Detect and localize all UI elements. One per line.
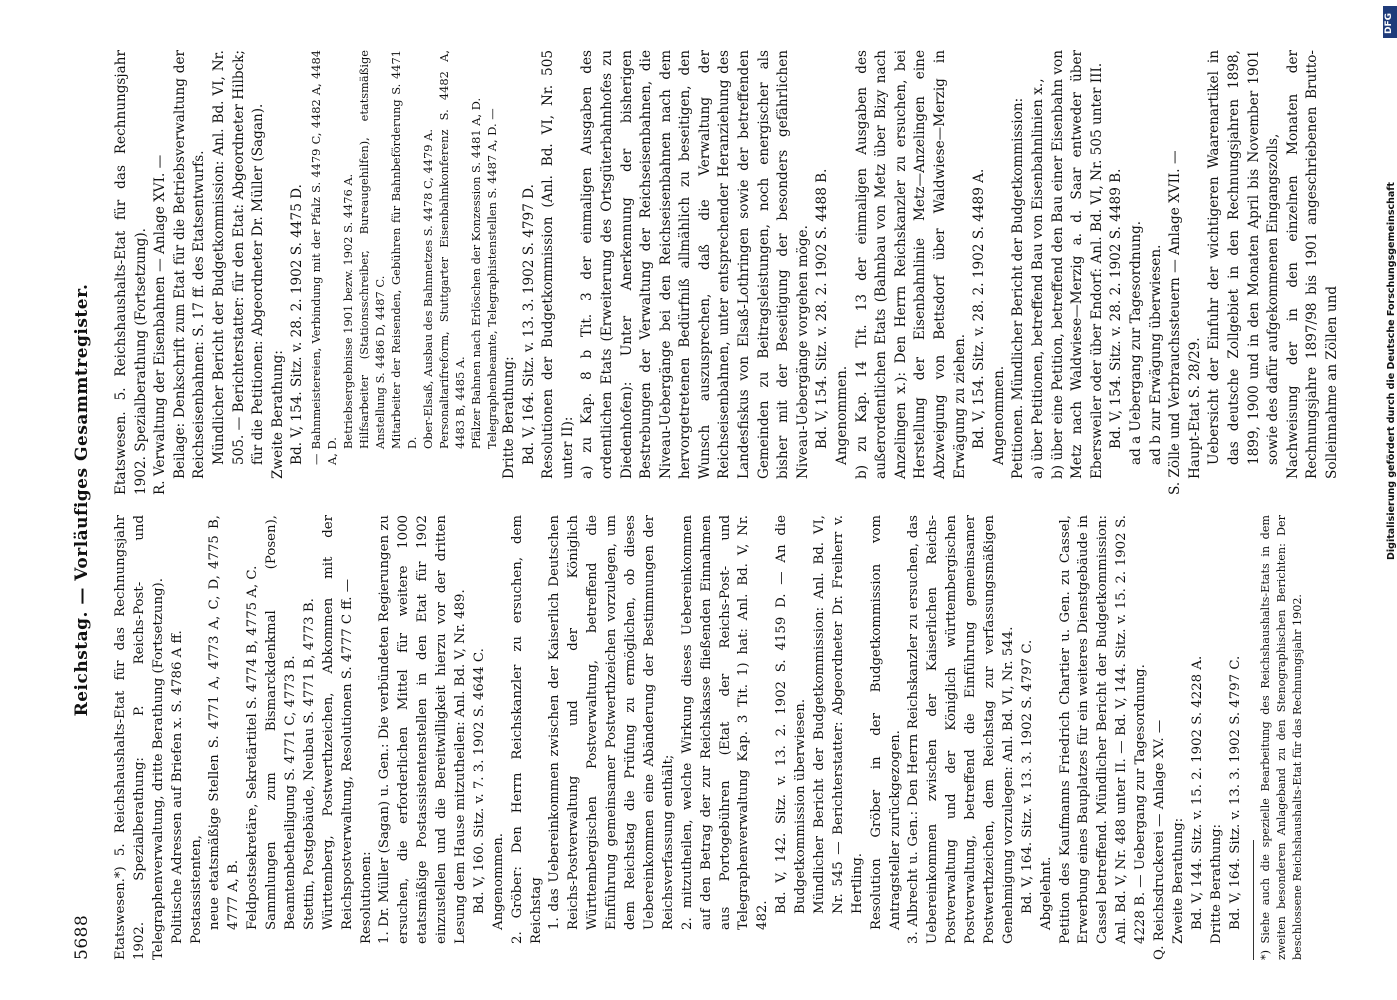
- register-entry: 1. Dr. Müller (Sagan) u. Gen.: Die verbündeten Regierungen zu ersuchen, die erforderlichen Mittel für weitere 1000 etatsmäßige Postassistentenstellen in den Etat für 1902 einzustellen und die Bereitwilligkeit hierzu vor der dritten Lesung dem Hause mitzutheilen: Anl. Bd. V, Nr. 489.: [377, 515, 469, 944]
- register-entry: Stettin, Postgebäude, Neubau S. 4771 B, 4773 B.: [301, 598, 317, 930]
- page-title: Reichstag. — Vorläufiges Gesammtregister.: [72, 283, 92, 717]
- register-entry: Politische Adressen auf Briefen x. S. 4786 A ff.: [169, 630, 185, 944]
- register-entry: Nachweisung der in den einzelnen Monaten der Rechnungsjahre 1897/98 bis 1901 angeschriebenen Brutto-Solleinnahme an Zöllen und: [1284, 50, 1340, 479]
- page-header: [72, 40, 102, 960]
- register-entry: ad b zur Erwägung überwiesen.: [1147, 244, 1164, 465]
- register-entry: Resolutionen der Budgetkommission (Anl. Bd. VI, Nr. 505 unter II):: [540, 50, 576, 479]
- register-entry: Bd. V, 164. Sitz. v. 13. 3. 1902 S. 4797 C.: [1227, 655, 1243, 930]
- register-entry: R. Verwaltung der Eisenbahnen — Anlage XVI. —: [152, 154, 169, 495]
- register-entry: Uebersicht der Einfuhr der wichtigeren Waarenartikel in das deutsche Zollgebiet in den Rechnungsjahren 1898, 1899, 1900 und in den Monaten April bis November 1901 sowie des dafür aufgekommenen Eingangszolls,: [1206, 50, 1282, 465]
- register-entry: Dritte Berathung:: [500, 356, 517, 479]
- register-entry: Mündlicher Bericht der Budgetkommission: Anl. Bd. VI, Nr. 505. — Berichterstatter: für den Etat: Abgeordneter Hilbck; für die Petitionen: Abgeordneter Dr. Müller (Sagan).: [210, 50, 267, 465]
- side-note: [1385, 40, 1397, 980]
- register-entry: 2. Gröber: Den Herrn Reichskanzler zu ersuchen, dem Reichstag: [509, 515, 544, 944]
- register-entry: Angenommen.: [990, 365, 1007, 465]
- register-entry: Q. Reichsdruckerei — Anlage XV. —: [1151, 719, 1167, 960]
- register-entry: Bd. V, 142. Sitz. v. 13. 2. 1902 S. 4159 D. — An die Budgetkommission überwiesen.: [774, 515, 809, 914]
- register-entry: Petitionen. Mündlicher Bericht der Budgetkommission:: [1010, 97, 1027, 479]
- register-entry: a) zu Kap. 8 b Tit. 3 der einmaligen Ausgaben des ordentlichen Etats (Erweiterung des Ortsgüterbahnhofes zu Diedenhofen): Unter Anerkennung der bisherigen Bestrebungen der Verwaltung der Reichseisenbahnen, die Niveau-Uebergänge bei den Reichseisenbahnen nach dem hervorgetretenen Bedürfniß allmählich zu beseitigen, den Wunsch auszusprechen, daß die Verwaltung der Reichseisenbahnen, unter entsprechender Heranziehung des Landesfiskus von Elsaß-Lothringen sowie der betreffenden Gemeinden zu Beitragsleistungen, noch energischer als bisher mit der Beseitigung der besonders gefährlichen Niveau-Uebergänge vorgehen möge.: [579, 50, 811, 479]
- register-entry: 1. das Uebereinkommen zwischen der Kaiserlich Deutschen Reichs-Postverwaltung und der Königlich Württembergischen Postverwaltung, betreffend die Einführung gemeinsamer Postwerthzeichen vorzulegen, um dem Reichstag die Prüfung zu ermöglichen, ob dieses Uebereinkommen eine Abänderung der Bestimmungen der Reichsverfassung enthält;: [547, 515, 676, 930]
- register-entry: neue etatsmäßige Stellen S. 4771 A, 4773 A, C, D, 4775 B, 4777 A, B.: [207, 515, 242, 930]
- register-entry: ad a Uebergang zur Tagesordnung.: [1127, 220, 1144, 465]
- register-entry: Betriebsergebnisse 1901 bezw. 1902 S. 4476 A.: [340, 173, 355, 449]
- register-entry: Haupt-Etat S. 28/29.: [1186, 337, 1203, 479]
- register-entry: Resolutionen:: [358, 851, 374, 944]
- register-entry: Postassistenten,: [188, 834, 204, 944]
- register-entry: Resolution Gröber in der Budgetkommission vom Antragsteller zurückgezogen.: [868, 515, 903, 930]
- digitization-note: Digitalisierung gefördert durch die Deutsche Forschungsgemeinschaft: [1386, 182, 1397, 560]
- register-entry: 3. Albrecht u. Gen.: Den Herrn Reichskanzler zu ersuchen, das Uebereinkommen zwischen der Kaiserlichen Reichs-Postverwaltung und der Königlich württembergischen Postverwaltung, betreffend die Einführung gemeinsamer Postwerthzeichen, dem Reichstag zur verfassungsmäßigen Genehmigung vorzulegen: Anl. Bd. VI, Nr. 544.: [906, 515, 1016, 944]
- register-entry: Beilage: Denkschrift zum Etat für die Betriebsverwaltung der Reichseisenbahnen: S. 17 ff. des Etatsentwurfs.: [171, 50, 208, 479]
- register-entry: Feldpostsekretäre, Sekretärtitel S. 4774 B, 4775 A, C.: [245, 565, 261, 930]
- footnote: *) Siehe auch die spezielle Bearbeitung des Reichshaushalts-Etats in dem zweiten besonderen Anlageband zu den Stenographischen Berichten: Der beschlossene Reichshaushalts-Etat für das Rechnungsjahr 1902.: [1259, 515, 1304, 960]
- register-entry: Dritte Berathung:: [1208, 823, 1224, 944]
- register-entry: Etatswesen. 5. Reichshaushalts-Etat für das Rechnungsjahr 1902. Spezialberathung (Fortsetzung).: [113, 50, 149, 495]
- register-entry: Zweite Berathung:: [1170, 817, 1186, 944]
- register-entry: 2. mitzutheilen, welche Wirkung dieses Uebereinkommen auf den Betrag der zur Reichskasse fließenden Einnahmen aus Portogebühren (Etat der Reichs-Post- und Telegraphenverwaltung Kap. 3 Tit. 1) hat: Anl. Bd. V, Nr. 482.: [679, 515, 771, 930]
- register-entry: Angenommen.: [490, 833, 506, 930]
- register-entry: b) über eine Petition, betreffend den Bau einer Eisenbahn von Metz nach Waldwiese—Merzig a. d. Saar entweder über Ebersweiler oder über Endorf: Anl. Bd. VI, Nr. 505 unter III.: [1049, 50, 1105, 479]
- register-entry: b) zu Kap. 14 Tit. 13 der einmaligen Ausgaben des außerordentlichen Etats (Bahnbau von Metz über Bizy nach Anzelingen x.): Den Herrn Reichskanzler zu ersuchen, bei Herstellung der Eisenbahnlinie Metz—Anzelingen eine Abzweigung von Bettsdorf über Waldwiese—Merzig in Erwägung zu ziehen.: [853, 50, 968, 479]
- left-column: [112, 515, 1306, 960]
- register-entry: Etatswesen.*) 5. Reichshaushalts-Etat für das Rechnungsjahr 1902. Spezialberathung: P. Reichs-Post- und Telegraphenverwaltung, dritte Berathung (Fortsetzung).: [113, 515, 166, 960]
- register-entry: Mitarbeiter der Reisenden, Gebühren für Bahnbeförderung S. 4471 D.: [388, 50, 419, 449]
- register-entry: Bd. V, 160. Sitz. v. 7. 3. 1902 S. 4644 C.: [471, 648, 487, 914]
- register-entry: Bd. V, 164. Sitz. v. 13. 3. 1902 S. 4797 D.: [520, 184, 537, 465]
- page-number: 5688: [72, 914, 92, 960]
- register-entry: Bd. V, 154. Sitz. v. 28. 2. 1902 S. 4489 A.: [971, 168, 988, 449]
- register-entry: Telegraphenbeamte, Telegraphistenstellen S. 4487 A, D. —: [484, 108, 499, 449]
- register-entry: Bd. V, 154. Sitz. v. 28. 2. 1902 S. 4488 B.: [814, 168, 831, 449]
- register-entry: Zweite Berathung:: [269, 350, 286, 479]
- register-entry: Pfälzer Bahnen nach Erlöschen der Konzession S. 4481 A, D.: [468, 97, 483, 449]
- dfg-logo: DFG: [1383, 6, 1397, 38]
- register-entry: Württemberg, Postwerthzeichen, Abkommen mit der Reichspostverwaltung, Resolutionen S. 4777 C ff. —: [320, 515, 355, 930]
- register-entry: Petition des Kaufmanns Friedrich Chartier u. Gen. zu Cassel, Erwerbung eines Bauplatzes für ein weiteres Dienstgebäude in Cassel betreffend. Mündlicher Bericht der Budgetkommission: Anl. Bd. V, Nr. 488 unter II. — Bd. V, 144. Sitz. v. 15. 2. 1902 S. 4228 B. — Uebergang zur Tagesordnung.: [1057, 515, 1149, 944]
- register-entry: Hilfsarbeiter (Stationsschreiber, Bureaugehilfen), etatsmäßige Anstellung S. 4486 D, 4487 C.: [356, 50, 387, 449]
- register-entry: a) über Petitionen, betreffend Bau von Eisenbahnlinien x.,: [1029, 78, 1046, 479]
- register-entry: Angenommen.: [834, 365, 851, 465]
- right-column: [112, 50, 1342, 495]
- register-entry: Bd. V, 154. Sitz. v. 28. 2. 1902 S. 4489 B.: [1108, 168, 1125, 449]
- register-entry: Bd. V, 144. Sitz. v. 15. 2. 1902 S. 4228 A.: [1189, 655, 1205, 930]
- register-entry: Sammlungen zum Bismarckdenkmal (Posen), Beamtenbetheiligung S. 4771 C, 4773 B.: [264, 515, 299, 930]
- register-entry: Abgelehnt.: [1038, 856, 1054, 930]
- register-entry: Bd. V, 164. Sitz. v. 13. 3. 1902 S. 4797 C.: [1019, 639, 1035, 914]
- register-entry: — Bahnmeistereien, Verbindung mit der Pfalz S. 4479 C, 4482 A, 4484 A, D.: [308, 50, 339, 465]
- register-entry: Mündlicher Bericht der Budgetkommission: Anl. Bd. VI, Nr. 545 — Berichterstatter: Abgeordneter Dr. Freiherr v. Hertling.: [811, 515, 865, 914]
- register-entry: Bd. V, 154. Sitz. v. 28. 2. 1902 S. 4475 D.: [289, 184, 306, 465]
- register-entry: Personaltarifreform, Stuttgarter Eisenbahnkonferenz S. 4482 A, 4483 B, 4485 A.: [436, 50, 467, 449]
- register-entry: S. Zölle und Verbrauchssteuern — Anlage XVII. —: [1167, 150, 1184, 495]
- register-entry: Ober-Elsaß, Ausbau des Bahnnetzes S. 4478 C, 4479 A.: [420, 128, 435, 449]
